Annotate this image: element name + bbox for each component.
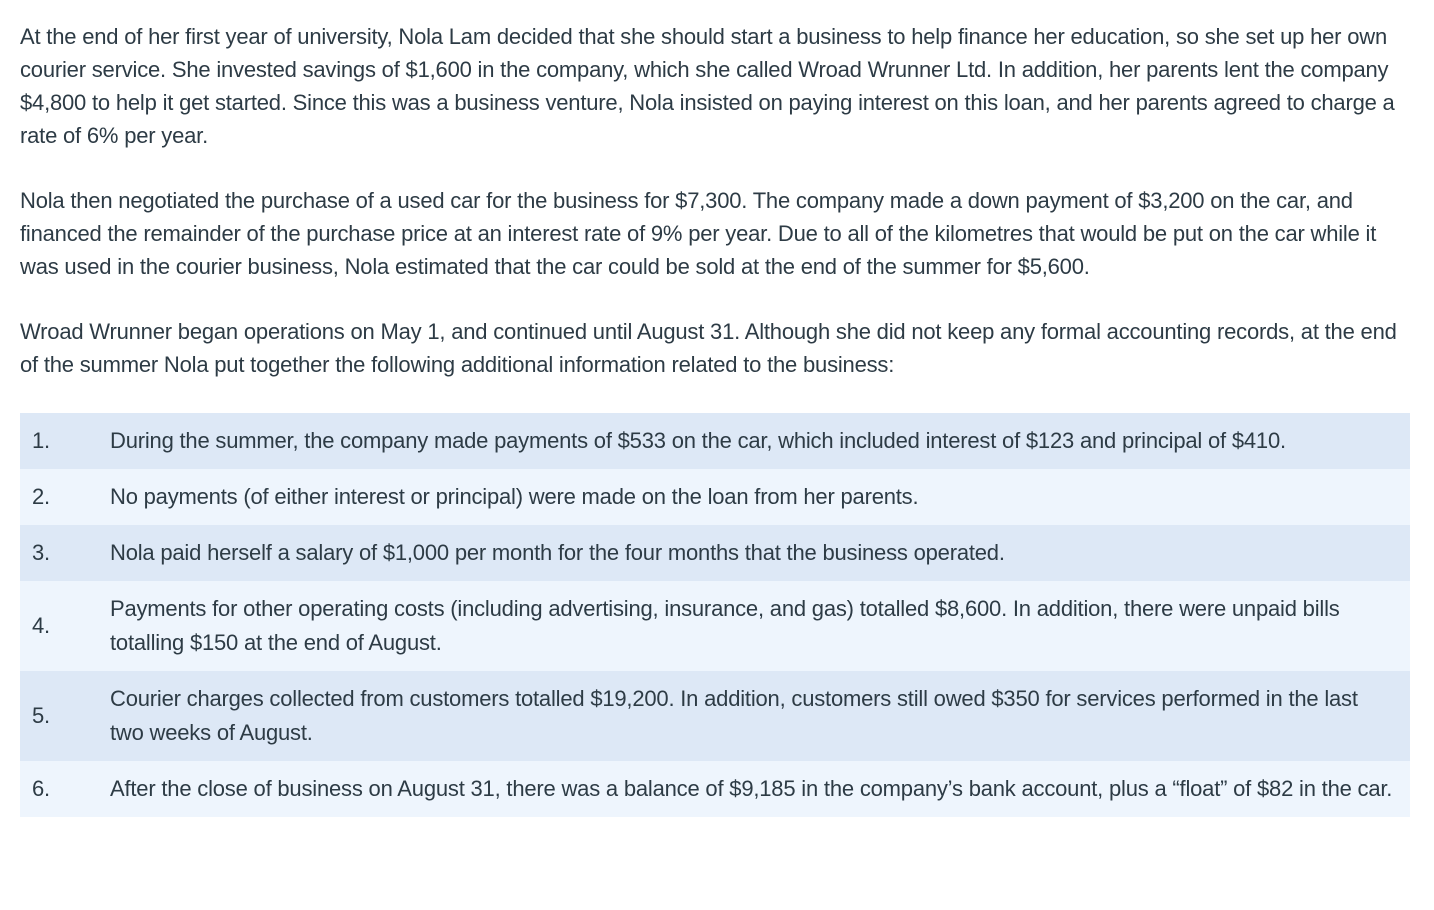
item-number: 3. — [32, 540, 50, 565]
table-row — [20, 581, 1410, 671]
item-text: Payments for other operating costs (including advertising, insurance, and gas) totalled $8,600. In addition, there were unpaid bills totalling $150 at the end of August. — [110, 596, 1340, 655]
table-row — [20, 525, 1410, 581]
item-number: 4. — [32, 613, 50, 638]
item-number: 1. — [32, 428, 50, 453]
problem-content — [20, 20, 1410, 817]
item-number: 6. — [32, 776, 50, 801]
car-purchase-paragraph: Nola then negotiated the purchase of a used car for the business for $7,300. The company made a down payment of $3,200 on the car, and financed the remainder of the purchase price at an interest rate of 9% per year. Due to all of the kilometres that would be put on the car while it was used in the courier business, Nola estimated that the car could be sold at the end of the summer for $5,600. — [20, 188, 1377, 279]
intro-paragraph: At the end of her first year of university, Nola Lam decided that she should start a business to help finance her education, so she set up her own courier service. She invested savings of $1,600 in the company, which she called Wroad Wrunner Ltd. In addition, her parents lent the company $4,800 to help it get started. Since this was a business venture, Nola insisted on paying interest on this loan, and her parents agreed to charge a rate of 6% per year. — [20, 24, 1395, 148]
table-row — [20, 413, 1410, 469]
table-row — [20, 671, 1410, 761]
item-number: 5. — [32, 703, 50, 728]
table-row — [20, 761, 1410, 817]
item-text: Nola paid herself a salary of $1,000 per month for the four months that the business operated. — [110, 540, 1005, 565]
item-text: During the summer, the company made payments of $533 on the car, which included interest of $123 and principal of $410. — [110, 428, 1286, 453]
additional-info-table — [20, 413, 1410, 817]
item-text: After the close of business on August 31, there was a balance of $9,185 in the company’s bank account, plus a “float” of $82 in the car. — [110, 776, 1393, 801]
item-number: 2. — [32, 484, 50, 509]
table-row — [20, 469, 1410, 525]
operations-paragraph: Wroad Wrunner began operations on May 1, and continued until August 31. Although she did not keep any formal accounting records, at the end of the summer Nola put together the following additional information related to the business: — [20, 319, 1397, 377]
item-text: No payments (of either interest or principal) were made on the loan from her parents. — [110, 484, 919, 509]
item-text: Courier charges collected from customers totalled $19,200. In addition, customers still owed $350 for services performed in the last two weeks of August. — [110, 686, 1358, 745]
